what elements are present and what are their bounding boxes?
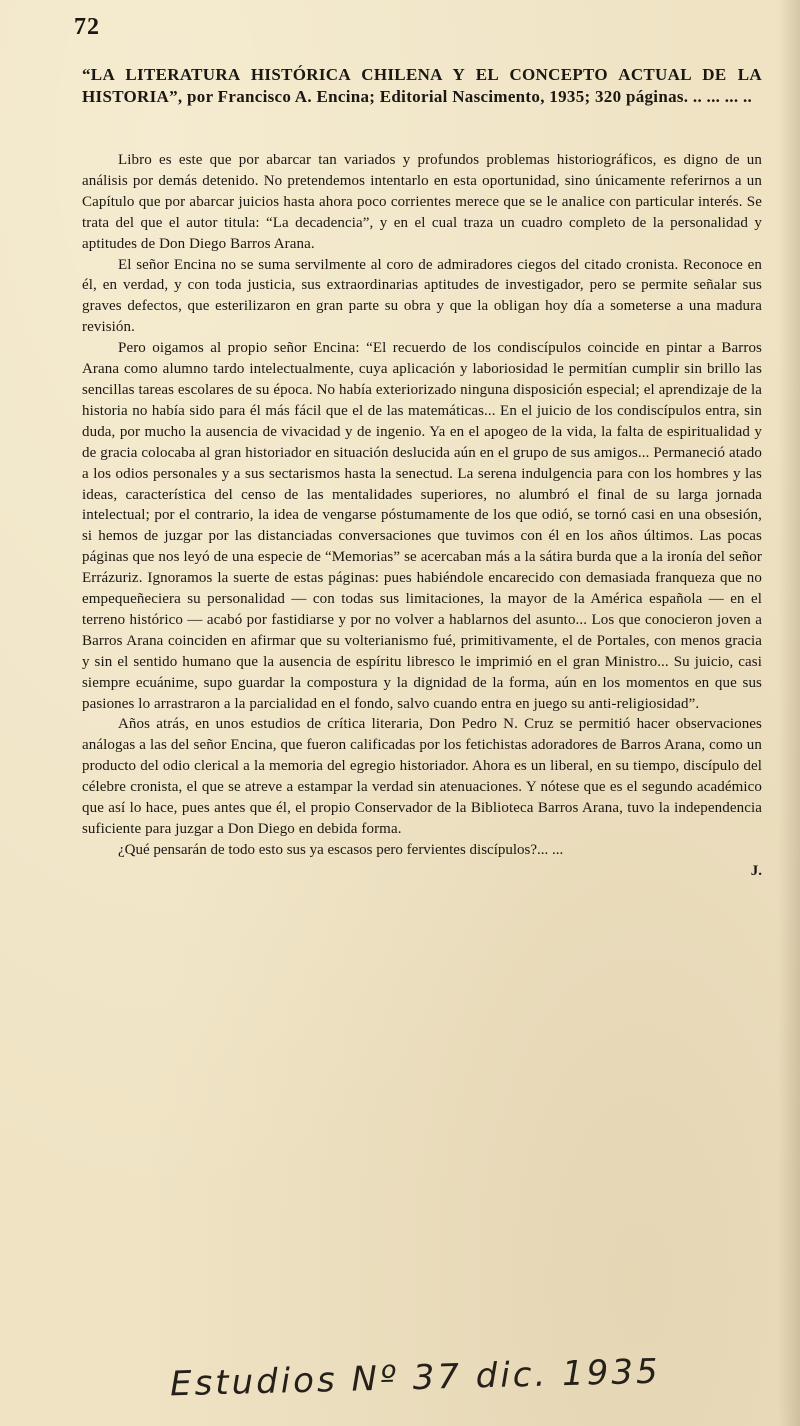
handwritten-note-text: Estudios Nº 37 dic. 1935 [169,1351,662,1405]
article-heading: “LA LITERATURA HISTÓRICA CHILENA Y EL CONCEPTO ACTUAL DE LA HISTORIA”, por Francisco A. Encina; Editorial Nascimento, 1935; 320 páginas. .. ... ... .. [82,65,762,106]
closing-question: ¿Qué pensarán de todo esto sus ya escasos pero fervientes discípulos?... ... [118,841,564,858]
paragraph: El señor Encina no se suma servilmente al coro de admiradores ciegos del citado cronista. Reconoce en él, en verdad, y con toda justicia, sus extraordinarias aptitudes de investigador, pero se permite señalar sus graves defectos, que esterilizaron en gran parte su obra y que la obligan hoy día a someterse a una madura revisión. [82,256,762,336]
paragraph: Libro es este que por abarcar tan variados y profundos problemas historiográficos, es digno de un análisis por demás detenido. No pretendemos intentarlo en esta oportunidad, sino únicamente referirnos a un Capítulo que por abarcar juicios hasta ahora poco corrientes merece que se le analice con particular interés. Se trata del que el autor titula: “La decadencia”, y en el cual traza un cuadro completo de la personalidad y aptitudes de Don Diego Barros Arana. [82,152,762,252]
paragraph: Pero oigamos al propio señor Encina: “El recuerdo de los condiscípulos coincide en pintar a Barros Arana como alumno tardo intelectualmente, cuya aplicación y laboriosidad le permitían cumplir sin brillo las sencillas tareas escolares de su época. No había exteriorizado ninguna disposición especial; el aprendizaje de la historia no había sido para él más fácil que el de las matemáticas... En el juicio de los condiscípulos entra, sin duda, por mucho la ausencia de vivacidad y de ingenio. Ya en el apogeo de la vida, la falta de espiritualidad y de gracia colocaba al gran historiador en situación deslucida aún en el grupo de sus amigos... Permaneció atado a los odios personales y a sus sectarismos hasta la senectud. La serena indulgencia para con los hombres y las ideas, característica del censo de las mentalidades superiores, no alumbró el final de su larga jornada intelectual; por el contrario, la idea de vengarse póstumamente de los que odió, se tornó casi en una obsesión, si hemos de juzgar por las distanciadas conversaciones que tuvimos con él en los años últimos. Las pocas páginas que nos leyó de una especie de “Memorias” se acercaban más a la sátira burda que a la ironía del señor Errázuriz. Ignoramos la suerte de estas páginas: pues habiéndole encarecido con demasiada franqueza que no empequeñeciera su personalidad — con todas sus limitaciones, la mayor de la América española — en el terreno histórico — acabó por fastidiarse y por no volver a hablarnos del asunto... Los que conocieron joven a Barros Arana coinciden en afirmar que su volterianismo fué, primitivamente, el de Portales, con menos gracia y sin el sentido humano que la ausencia de espíritu libresco le imprimió en el gran Ministro... Su juicio, casi siempre ecuánime, supo guardar la compostura y la dignidad de la forma, aún en los momentos en que sus pasiones lo arrastraron a la parcialidad en el fondo, salvo cuando entra en juego su anti-religiosidad”. [82,340,762,712]
paragraph: Años atrás, en unos estudios de crítica literaria, Don Pedro N. Cruz se permitió hacer observaciones análogas a las del señor Encina, que fueron calificadas por los fetichistas adoradores de Barros Arana, como un producto del odio clerical a la memoria del egregio historiador. Ahora es un liberal, en su tiempo, discípulo del célebre cronista, el que se atreve a estampar la verdad sin atenuaciones. Y nótese que es el segundo académico que así lo hace, pues antes que él, el propio Conservador de la Biblioteca Barros Arana, tuvo la independencia suficiente para juzgar a Don Diego en debida forma. [82,716,762,837]
author-signature: J. [750,862,762,879]
article-body [82,150,762,882]
closing-row [82,840,762,882]
page-number: 72 [74,14,100,40]
page-edge-shadow [778,0,800,1426]
handwritten-note [169,1351,730,1418]
